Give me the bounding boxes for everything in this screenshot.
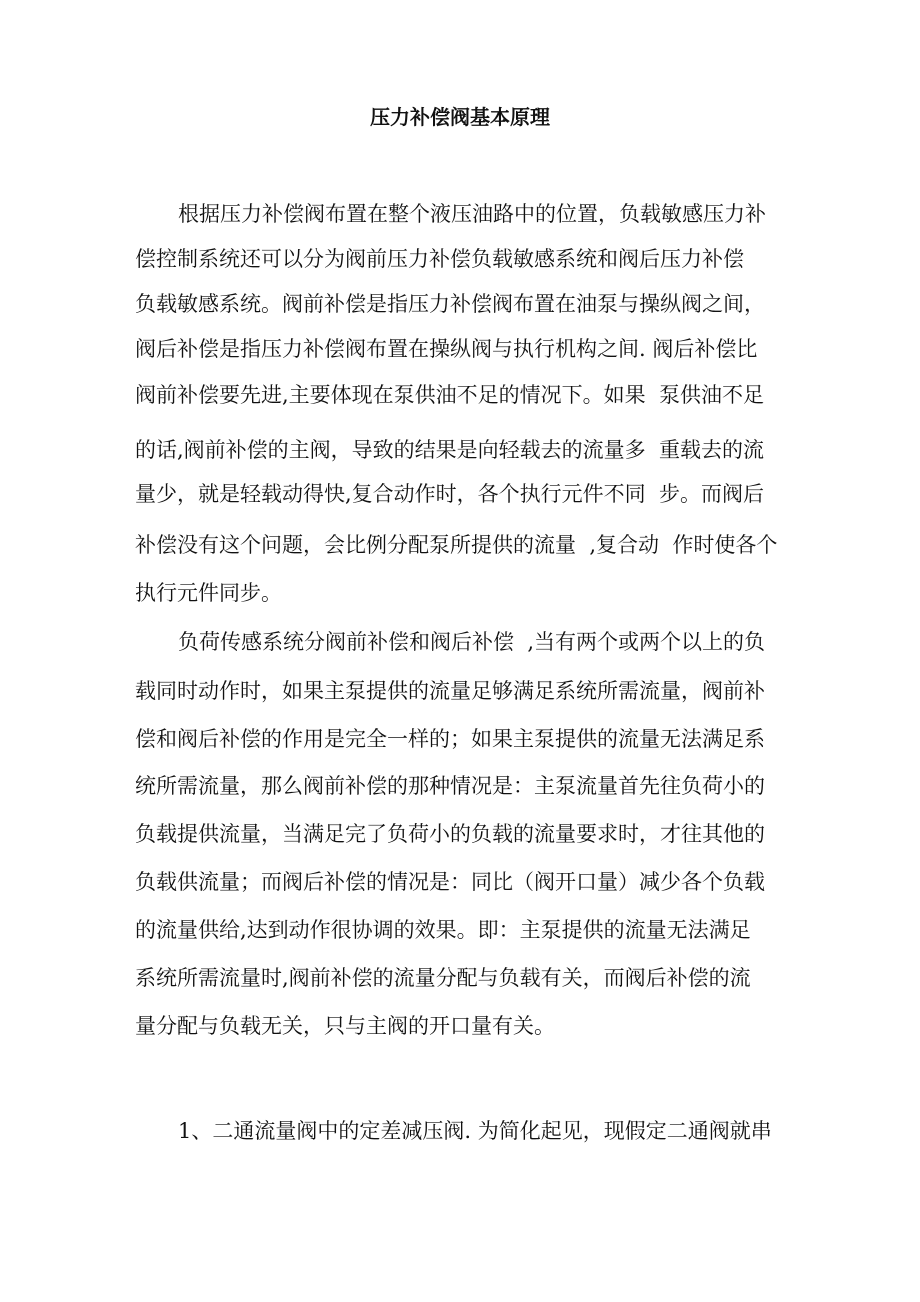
paragraph-1-line: 补偿没有这个问题，会比例分配泵所提供的流量 ,复合动 作时使各个 [135,533,778,557]
paragraph-2-line: 量分配与负载无关，只与主阀的开口量有关。 [135,1014,555,1038]
paragraph-3-line: 1、二通流量阀中的定差减压阀. 为简化起见，现假定二通阀就串 [178,1119,772,1143]
paragraph-2-line: 载同时动作时，如果主泵提供的流量足够满足系统所需流量，阀前补 [135,679,765,703]
paragraph-2-line: 负载供流量；而阀后补偿的情况是：同比（阀开口量）减少各个负载 [135,870,765,894]
document-title: 压力补偿阀基本原理 [370,105,550,129]
paragraph-1-line: 执行元件同步。 [135,581,282,605]
paragraph-2-line: 系统所需流量时,阀前补偿的流量分配与负载有关，而阀后补偿的流 [135,966,751,990]
paragraph-2-line: 的流量供给,达到动作很协调的效果。即：主泵提供的流量无法满足 [135,918,751,942]
paragraph-2-line: 统所需流量，那么阀前补偿的那种情况是：主泵流量首先往负荷小的 [135,774,765,798]
paragraph-2-line: 偿和阀后补偿的作用是完全一样的；如果主泵提供的流量无法满足系 [135,727,765,751]
paragraph-1-line: 负载敏感系统。阀前补偿是指压力补偿阀布置在油泵与操纵阀之间， [135,292,765,316]
paragraph-1-line: 偿控制系统还可以分为阀前压力补偿负载敏感系统和阀后压力补偿 [135,247,744,271]
paragraph-1-line: 根据压力补偿阀布置在整个液压油路中的位置，负载敏感压力补 [178,202,766,226]
paragraph-2-line: 负载提供流量，当满足完了负荷小的负载的流量要求时，才往其他的 [135,822,765,846]
paragraph-1-line: 量少，就是轻载动得快,复合动作时，各个执行元件不同 步。而阀后 [135,482,765,506]
paragraph-1-line: 阀后补偿是指压力补偿阀布置在操纵阀与执行机构之间. 阀后补偿比 [135,337,758,361]
paragraph-1-line: 阀前补偿要先进,主要体现在泵供油不足的情况下。如果 泵供油不足 [135,383,765,407]
paragraph-2-line: 负荷传感系统分阀前补偿和阀后补偿 ,当有两个或两个以上的负 [178,630,766,654]
paragraph-1-line: 的话,阀前补偿的主阀，导致的结果是向轻载去的流量多 重载去的流 [135,438,765,462]
